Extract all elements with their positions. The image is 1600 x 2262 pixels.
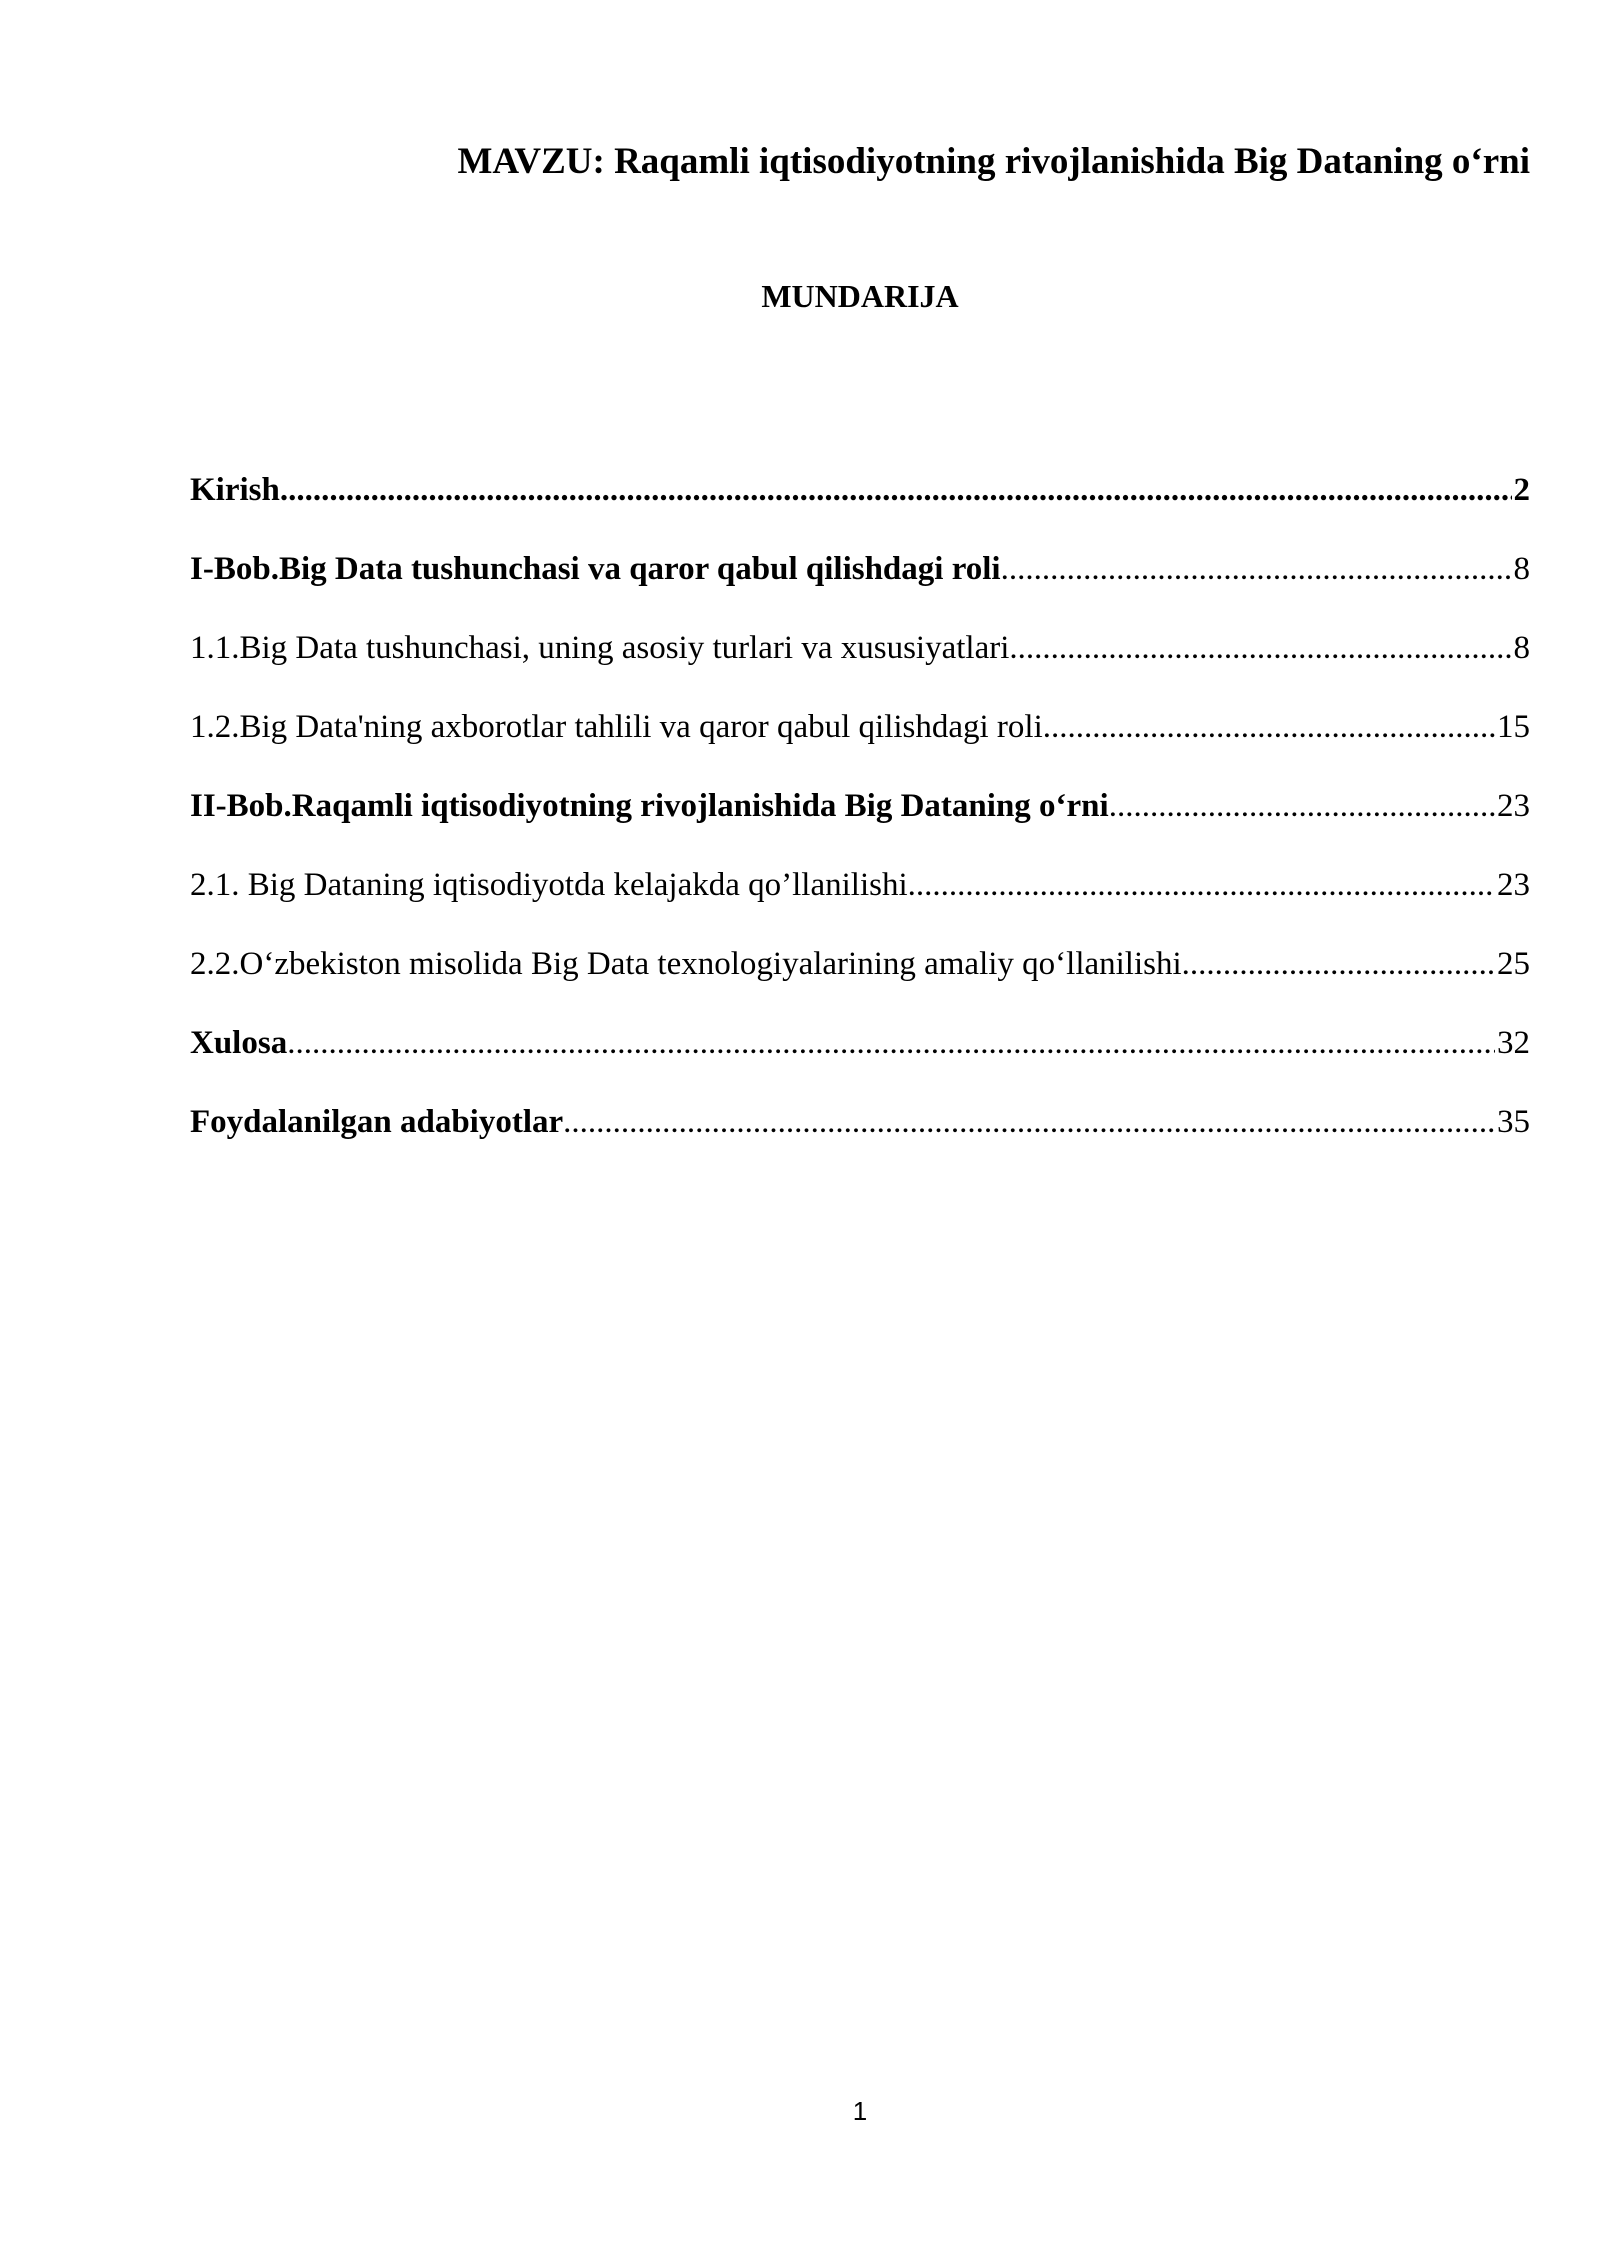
toc-entry-page: 8 (1513, 551, 1530, 587)
toc-entry-xulosa[interactable] (190, 1019, 1530, 1098)
toc-entry-page: 32 (1497, 1025, 1530, 1061)
toc-leader-dots (1009, 624, 1511, 672)
toc-entry-page: 23 (1497, 867, 1530, 903)
page-number: 1 (852, 2096, 868, 2126)
toc-leader-dots (563, 1098, 1495, 1146)
toc-entry-page: 25 (1497, 946, 1530, 982)
document-title: MAVZU: Raqamli iqtisodiyotning rivojlanishida Big Dataning o‘rni (457, 141, 1530, 182)
toc-entry-label: II-Bob.Raqamli iqtisodiyotning rivojlanishida Big Dataning o‘rni (190, 788, 1109, 824)
toc-entry-kirish[interactable] (190, 466, 1530, 545)
toc-entry-label: 1.1.Big Data tushunchasi, uning asosiy turlari va xususiyatlari (190, 630, 1010, 666)
toc-leader-dots (908, 861, 1495, 909)
toc-entry-page: 2 (1513, 472, 1530, 508)
toc-entry-label: 1.2.Big Data'ning axborotlar tahlili va qaror qabul qilishdagi roli (190, 709, 1043, 745)
toc-leader-dots (1182, 940, 1495, 988)
toc-entry-section-1-1[interactable] (190, 624, 1530, 703)
toc-entry-label: Foydalanilgan adabiyotlar (190, 1104, 564, 1140)
toc-entry-chapter-1[interactable] (190, 545, 1530, 624)
toc-entry-page: 8 (1513, 630, 1530, 666)
toc-entry-page: 35 (1497, 1104, 1530, 1140)
toc-entry-chapter-2[interactable] (190, 782, 1530, 861)
toc-entry-section-2-1[interactable] (190, 861, 1530, 940)
toc-entry-section-2-2[interactable] (190, 940, 1530, 1019)
toc-entry-page: 23 (1497, 788, 1530, 824)
toc-heading: MUNDARIJA (761, 278, 959, 314)
toc-entry-label: 2.1. Big Dataning iqtisodiyotda kelajakda qo’llanilishi (190, 867, 908, 903)
toc-entry-section-1-2[interactable] (190, 703, 1530, 782)
toc-entry-label: Kirish (190, 472, 280, 508)
toc-entry-label: Xulosa (190, 1025, 288, 1061)
toc-entry-page: 15 (1497, 709, 1530, 745)
toc-leader-dots (280, 466, 1512, 514)
table-of-contents (190, 466, 1530, 1177)
toc-entry-references[interactable] (190, 1098, 1530, 1177)
toc-leader-dots (1001, 545, 1512, 593)
toc-leader-dots (1109, 782, 1495, 830)
toc-entry-label: I-Bob.Big Data tushunchasi va qaror qabul qilishdagi roli (190, 551, 1001, 587)
toc-leader-dots (287, 1019, 1495, 1067)
toc-entry-label: 2.2.O‘zbekiston misolida Big Data texnologiyalarining amaliy qo‘llanilishi (190, 946, 1182, 982)
toc-leader-dots (1043, 703, 1495, 751)
